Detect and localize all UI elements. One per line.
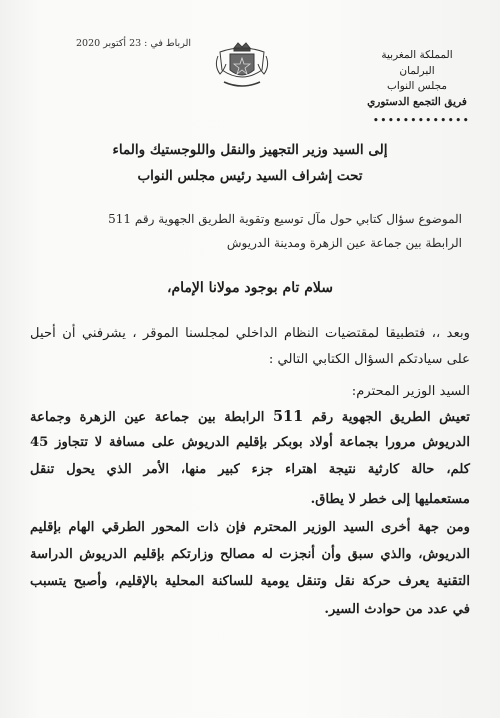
body-text: الرابطة بين جماعة عين الزهرة وجماعة	[30, 410, 265, 425]
institution-line: المملكة المغربية	[381, 49, 453, 61]
body-line: على سيادتكم السؤال الكتابي التالي :	[268, 352, 470, 367]
institution-line: البرلمان	[399, 64, 435, 77]
institution-line: فريق التجمع الدستوري	[367, 95, 467, 108]
document-date: الرباط في : 23 أكتوبر 2020	[76, 38, 191, 49]
addressee-line: إلى السيد وزير التجهيز والنقل واللوجستيك والماء	[112, 142, 388, 158]
body-line: الدريوش مرورا بجماعة أولاد بوبكر بإقليم الدريوش على مسافة لا تتجاوز 45	[30, 435, 470, 450]
body-line: التقنية يعرف حركة نقل وتنقل يومية للساكنة المحلية بالإقليم، وأصبح يتسبب	[30, 574, 470, 589]
subject-line: الرابطة بين جماعة عين الزهرة ومدينة الدريوش	[226, 236, 462, 250]
body-line: في عدد من حوادث السير.	[324, 602, 470, 617]
body-line: مستعمليها إلى خطر لا يطاق.	[310, 492, 470, 507]
body-line	[30, 408, 470, 425]
institution-line: مجلس النواب	[386, 80, 448, 92]
subject-line: الموضوع سؤال كتابي حول مآل توسيع وتقوية الطريق الجهوية رقم 511	[108, 212, 462, 226]
addressee-supervision-line: تحت إشراف السيد رئيس مجلس النواب	[137, 168, 363, 184]
body-line: ومن جهة أخرى السيد الوزير المحترم فإن ذات المحور الطرقي الهام بإقليم	[30, 520, 470, 535]
road-number: 511	[272, 408, 304, 425]
body-text: تعيش الطريق الجهوية رقم	[311, 410, 470, 425]
royal-emblem-icon	[212, 40, 272, 90]
greeting: سلام تام بوجود مولانا الإمام،	[166, 280, 334, 296]
institution-divider: •••••••••••••	[372, 114, 470, 127]
body-line: وبعد ،، فتطبيقا لمقتضيات النظام الداخلي لمجلسنا الموقر ، يشرفني أن أحيل	[30, 326, 470, 341]
salutation-line: السيد الوزير المحترم:	[351, 384, 470, 399]
body-line: الدريوش، والذي سبق وأن أنجزت له مصالح وزارتكم بإقليم الدريوش الدراسة	[30, 547, 470, 562]
body-line: كلم، حالة كارثية نتيجة اهتراء جزء كبير منها، الأمر الذي يحول تنقل	[30, 462, 470, 477]
institution-block	[362, 48, 472, 110]
